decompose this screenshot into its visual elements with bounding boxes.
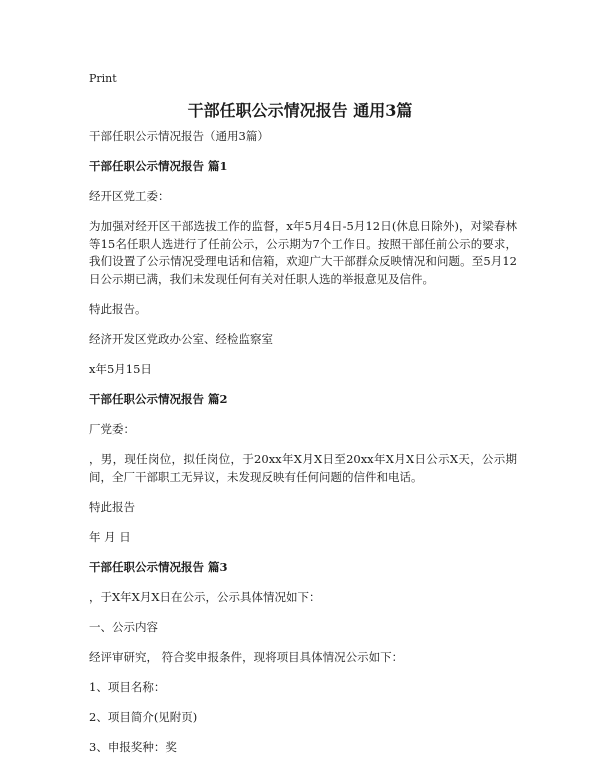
signature-1: 经济开发区党政办公室、经检监察室 bbox=[89, 332, 273, 346]
list-item-2: 2、项目简介(见附页) bbox=[89, 710, 198, 724]
list-item-1: 1、项目名称： bbox=[89, 680, 166, 694]
body-paragraph-2: ，男，现任岗位，拟任岗位，于20xx年X月X日至20xx年X月X日公示X天，公示期间，全厂干部职工无异议，未发现反映有任何问题的信件和电话。 bbox=[89, 452, 517, 484]
addressee-1: 经开区党工委： bbox=[89, 189, 170, 203]
print-label[interactable]: Print bbox=[89, 72, 117, 85]
section-heading-1: 干部任职公示情况报告 篇1 bbox=[89, 159, 228, 173]
section-1-title: 一、公示内容 bbox=[89, 620, 158, 634]
section-heading-3: 干部任职公示情况报告 篇3 bbox=[89, 560, 228, 574]
document-subtitle: 干部任职公示情况报告（通用3篇） bbox=[89, 129, 269, 143]
date-1: x年5月15日 bbox=[89, 362, 152, 376]
date-2: 年 月 日 bbox=[89, 530, 131, 544]
document-body bbox=[89, 128, 517, 769]
document-title: 干部任职公示情况报告 通用3篇 bbox=[187, 101, 413, 120]
section-heading-2: 干部任职公示情况报告 篇2 bbox=[89, 392, 228, 406]
closing-2: 特此报告 bbox=[89, 500, 135, 514]
body-paragraph-1: 为加强对经开区干部选拔工作的监督，x年5月4日-5月12日(休息日除外)，对梁春林等15名任职人选进行了任前公示，公示期为7个工作日。按照干部任前公示的要求，我们设置了公示情况受理电话和信箱，欢迎广大干部群众反映情况和问题。至5月12日公示期已满，我们未发现任何有关对任职人选的举报意见及信件。 bbox=[89, 219, 517, 286]
list-item-3: 3、申报奖种：奖 bbox=[89, 740, 177, 754]
addressee-2: 厂党委： bbox=[89, 422, 135, 436]
closing-1: 特此报告。 bbox=[89, 302, 147, 316]
intro-3: ，于X年X月X日在公示，公示具体情况如下： bbox=[89, 590, 321, 604]
review-line: 经评审研究， 符合奖申报条件，现将项目具体情况公示如下： bbox=[89, 650, 404, 664]
